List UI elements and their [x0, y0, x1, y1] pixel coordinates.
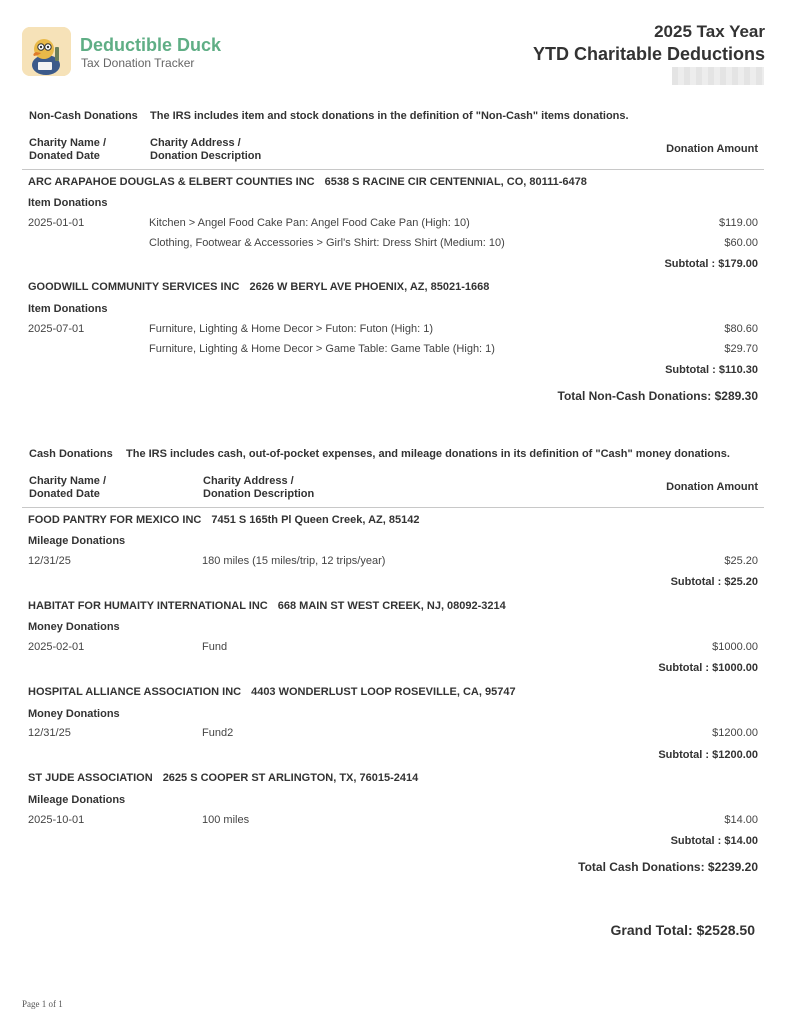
donation-group-label: Item Donations — [28, 197, 108, 209]
charity-name: ST JUDE ASSOCIATION — [28, 772, 153, 784]
donation-group-label: Money Donations — [28, 621, 120, 633]
charity-subtotal: Subtotal : $14.00 — [670, 835, 758, 847]
donation-date: 12/31/25 — [28, 727, 71, 739]
donation-date: 2025-10-01 — [28, 814, 85, 826]
charity-address: 6538 S RACINE CIR CENTENNIAL, CO, 80111-6478 — [324, 176, 587, 188]
charity-header — [28, 600, 506, 612]
charity-subtotal: Subtotal : $25.20 — [670, 576, 758, 588]
report-title: YTD Charitable Deductions — [532, 44, 765, 64]
charity-subtotal: Subtotal : $1000.00 — [658, 662, 758, 674]
non-cash-section-title: Non-Cash Donations — [29, 110, 138, 122]
non-cash-total: Total Non-Cash Donations: $289.30 — [557, 389, 758, 403]
donation-description: 100 miles — [202, 814, 250, 826]
donation-amount: $1200.00 — [712, 727, 758, 739]
col-head-line: Charity Address / — [150, 137, 241, 149]
charity-address: 4403 WONDERLUST LOOP ROSEVILLE, CA, 95747 — [251, 686, 516, 698]
donation-amount: $60.00 — [724, 237, 758, 249]
tax-year: 2025 Tax Year — [654, 22, 765, 41]
donation-amount: $80.60 — [724, 323, 758, 335]
donation-description: Furniture, Lighting & Home Decor > Game Table: Game Table (High: 1) — [149, 343, 495, 355]
cash-col-charity — [29, 475, 106, 501]
col-head-line: Charity Name / — [29, 137, 107, 149]
divider — [22, 507, 764, 508]
donation-group-label: Item Donations — [28, 303, 108, 315]
charity-header — [28, 514, 419, 526]
donation-amount: $29.70 — [724, 343, 758, 355]
donation-group-label: Mileage Donations — [28, 535, 126, 547]
charity-address: 7451 S 165th Pl Queen Creek, AZ, 85142 — [211, 514, 420, 526]
charity-subtotal: Subtotal : $110.30 — [665, 364, 758, 376]
donation-date: 2025-01-01 — [28, 217, 85, 229]
report-header — [0, 0, 786, 95]
donation-description: Fund — [202, 641, 228, 653]
charity-name: ARC ARAPAHOE DOUGLAS & ELBERT COUNTIES INC — [28, 176, 315, 188]
donation-description: Clothing, Footwear & Accessories > Girl's Shirt: Dress Shirt (Medium: 10) — [149, 237, 505, 249]
charity-address: 2625 S COOPER ST ARLINGTON, TX, 76015-2414 — [162, 772, 419, 784]
non-cash-col-amount: Donation Amount — [666, 143, 758, 155]
charity-name: HABITAT FOR HUMAITY INTERNATIONAL INC — [28, 600, 268, 612]
col-head-line: Donation Description — [150, 150, 262, 162]
charity-header — [28, 686, 516, 698]
cash-col-amount: Donation Amount — [666, 481, 758, 493]
cash-section-note: The IRS includes cash, out-of-pocket expenses, and mileage donations in its definition of "Cash" money donations. — [126, 448, 730, 460]
page-number: Page 1 of 1 — [22, 999, 63, 1009]
donation-description: Fund2 — [202, 727, 234, 739]
charity-header — [28, 176, 587, 188]
col-head-line: Donated Date — [29, 150, 100, 162]
donation-amount: $25.20 — [724, 555, 758, 567]
charity-subtotal: Subtotal : $179.00 — [664, 258, 758, 270]
donation-description: Kitchen > Angel Food Cake Pan: Angel Food Cake Pan (High: 10) — [149, 217, 470, 229]
charity-address: 2626 W BERYL AVE PHOENIX, AZ, 85021-1668 — [249, 281, 490, 293]
col-head-line: Donation Description — [203, 488, 315, 500]
cash-total: Total Cash Donations: $2239.20 — [578, 860, 758, 874]
col-head-line: Donated Date — [29, 488, 100, 500]
donation-description: 180 miles (15 miles/trip, 12 trips/year) — [202, 555, 386, 567]
charity-address: 668 MAIN ST WEST CREEK, NJ, 08092-3214 — [277, 600, 506, 612]
charity-header — [28, 772, 418, 784]
charity-name: HOSPITAL ALLIANCE ASSOCIATION INC — [28, 686, 242, 698]
non-cash-col-charity — [29, 137, 106, 163]
donation-amount: $14.00 — [724, 814, 758, 826]
charity-name: FOOD PANTRY FOR MEXICO INC — [28, 514, 202, 526]
duck-logo-icon — [22, 27, 71, 76]
grand-total: Grand Total: $2528.50 — [610, 922, 755, 938]
donation-description: Furniture, Lighting & Home Decor > Futon: Futon (High: 1) — [149, 323, 433, 335]
cash-section-title: Cash Donations — [29, 448, 113, 460]
donation-amount: $119.00 — [719, 217, 758, 229]
charity-header — [28, 281, 489, 293]
col-head-line: Charity Address / — [203, 475, 294, 487]
donation-amount: $1000.00 — [712, 641, 758, 653]
divider — [22, 169, 764, 170]
app-subtitle: Tax Donation Tracker — [81, 56, 195, 70]
non-cash-section-note: The IRS includes item and stock donations in the definition of "Non-Cash" items donations. — [150, 110, 629, 122]
app-name: Deductible Duck — [80, 35, 222, 55]
non-cash-col-address — [150, 137, 261, 163]
charity-name: GOODWILL COMMUNITY SERVICES INC — [28, 281, 240, 293]
donation-group-label: Money Donations — [28, 708, 120, 720]
charity-subtotal: Subtotal : $1200.00 — [658, 749, 758, 761]
cash-col-address — [203, 475, 314, 501]
donation-date: 2025-07-01 — [28, 323, 85, 335]
redacted-block — [672, 67, 764, 85]
donation-date: 12/31/25 — [28, 555, 71, 567]
col-head-line: Charity Name / — [29, 475, 107, 487]
donation-group-label: Mileage Donations — [28, 794, 126, 806]
donation-date: 2025-02-01 — [28, 641, 85, 653]
